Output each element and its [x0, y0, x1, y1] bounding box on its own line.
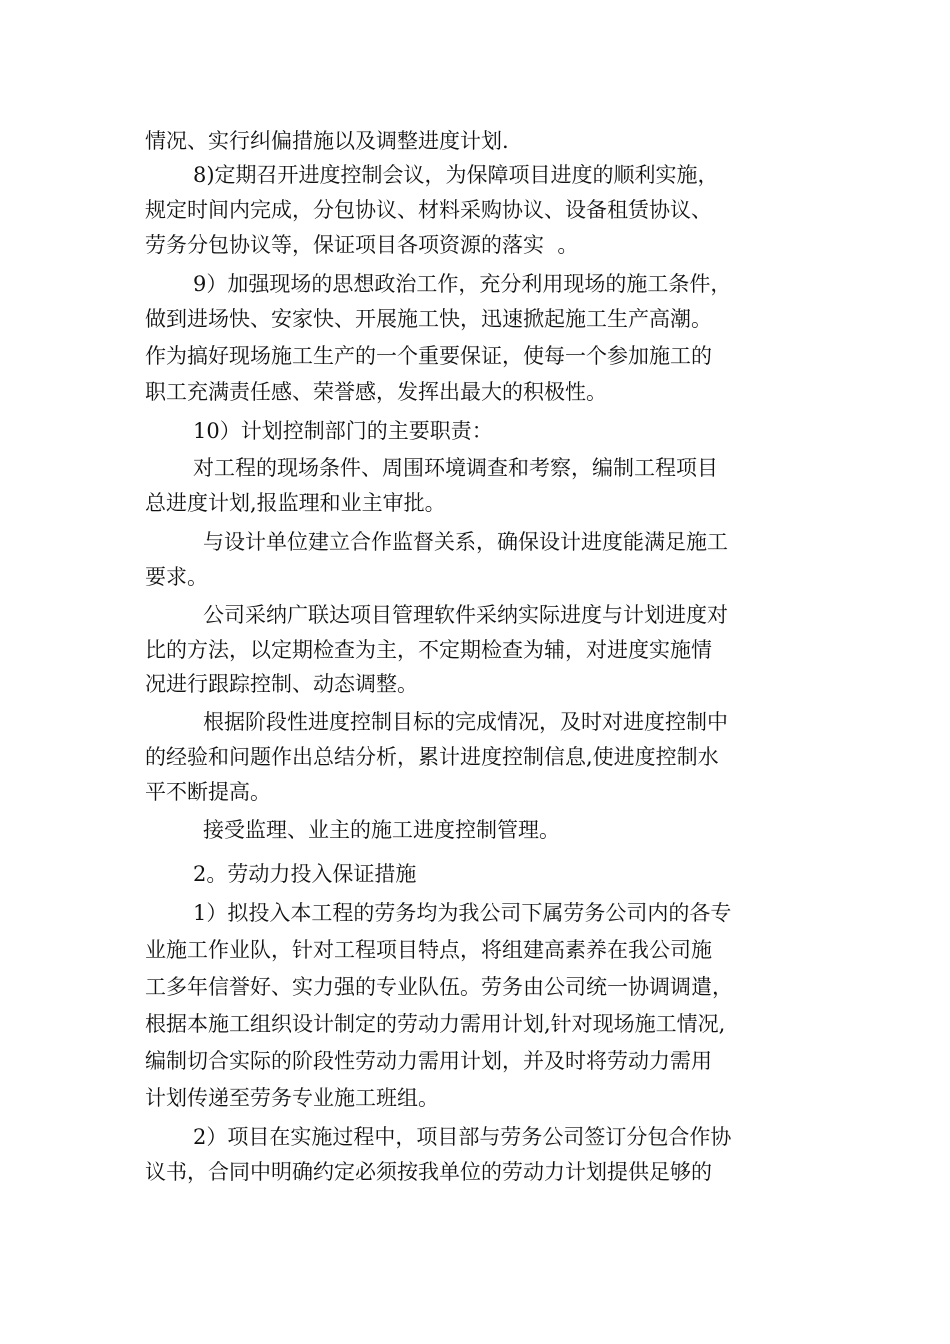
- text-line: 与设计单位建立合作监督关系，确保设计进度能满足施工: [203, 530, 728, 554]
- section-heading: 2。劳动力投入保证措施: [193, 862, 417, 886]
- text-line: 业施工作业队，针对工程项目特点，将组建高素养在我公司施: [145, 938, 712, 962]
- text-line: 平不断提高。: [145, 780, 271, 804]
- text-line: 10）计划控制部门的主要职责：: [193, 419, 493, 443]
- text-line: 职工充满责任感、荣誉感，发挥出最大的积极性。: [145, 380, 607, 404]
- text-line: 规定时间内完成，分包协议、材料采购协议、设备租赁协议、: [145, 198, 712, 222]
- text-line: 比的方法，以定期检查为主，不定期检查为辅，对进度实施情: [145, 638, 712, 662]
- text-line: 接受监理、业主的施工进度控制管理。: [203, 818, 560, 842]
- text-line: 作为搞好现场施工生产的一个重要保证，使每一个参加施工的: [145, 344, 712, 368]
- text-line: 根据本施工组织设计制定的劳动力需用计划,针对现场施工情况,: [145, 1012, 726, 1036]
- text-line: 的经验和问题作出总结分析，累计进度控制信息,使进度控制水: [145, 745, 719, 769]
- text-line: 2）项目在实施过程中，项目部与劳务公司签订分包合作协: [193, 1125, 732, 1149]
- text-line: 8)定期召开进度控制会议，为保障项目进度的顺利实施，: [193, 163, 719, 187]
- text-line: 总进度计划,报监理和业主审批。: [145, 491, 446, 515]
- text-line: 议书，合同中明确约定必须按我单位的劳动力计划提供足够的: [145, 1160, 712, 1184]
- text-line: 计划传递至劳务专业施工班组。: [145, 1086, 439, 1110]
- text-line: 公司采纳广联达项目管理软件采纳实际进度与计划进度对: [203, 603, 728, 627]
- text-line: 对工程的现场条件、周围环境调查和考察，编制工程项目: [193, 456, 718, 480]
- text-line: 工多年信誉好、实力强的专业队伍。劳务由公司统一协调调遣，: [145, 975, 733, 999]
- text-line: 做到进场快、安家快、开展施工快，迅速掀起施工生产高潮。: [145, 307, 712, 331]
- text-line: 况进行跟踪控制、动态调整。: [145, 672, 418, 696]
- text-line: 要求。: [145, 565, 208, 589]
- text-line: 9）加强现场的思想政治工作，充分利用现场的施工条件，: [193, 272, 732, 296]
- text-line: 情况、实行纠偏措施以及调整进度计划.: [145, 129, 509, 153]
- text-line: 劳务分包协议等，保证项目各项资源的落实 。: [145, 233, 579, 257]
- text-line: 根据阶段性进度控制目标的完成情况，及时对进度控制中: [203, 710, 728, 734]
- text-line: 1）拟投入本工程的劳务均为我公司下属劳务公司内的各专: [193, 901, 732, 925]
- text-line: 编制切合实际的阶段性劳动力需用计划，并及时将劳动力需用: [145, 1049, 712, 1073]
